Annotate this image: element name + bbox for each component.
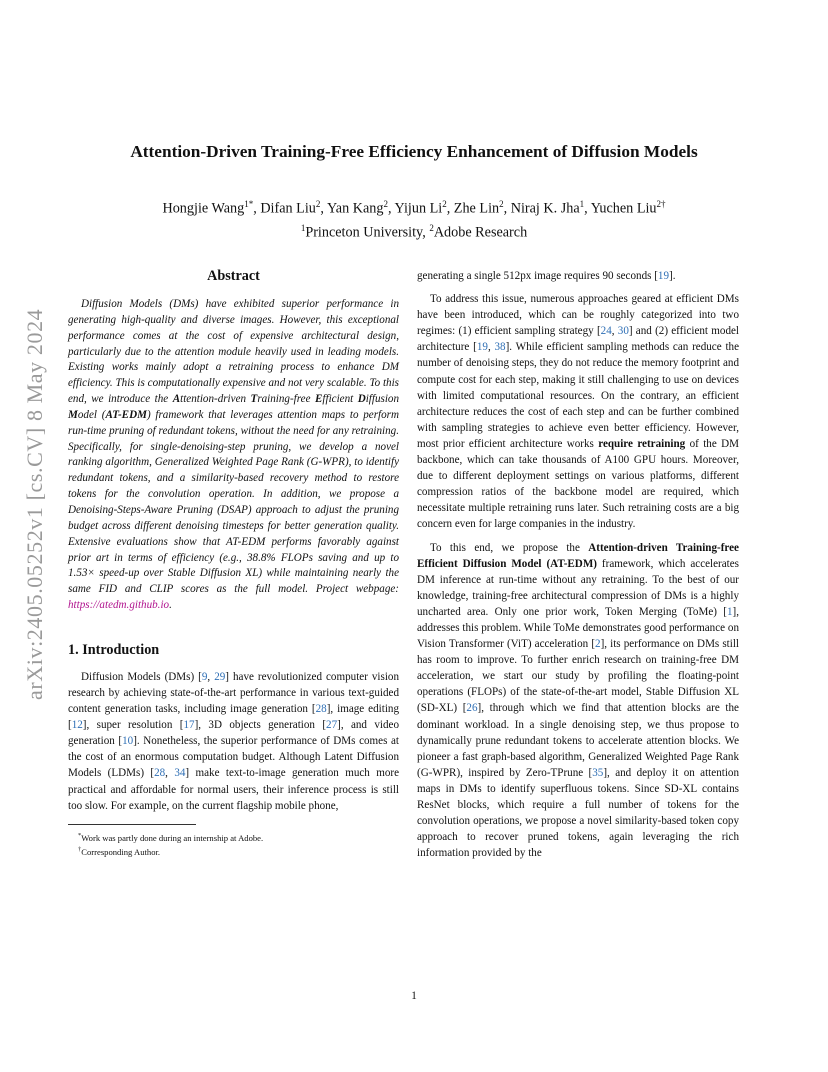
- authors-line: Hongjie Wang$^{1*}$, Difan Liu$^2$, Yan Kang$^2$, Yijun Li$^2$, Zhe Lin$^2$, Niraj K. Jha$^1$, Yuchen Liu$^{2\dagger}$: [162, 199, 666, 217]
- intro-heading: 1. Introduction: [68, 641, 160, 658]
- footnote-1: *Work was partly done during an internship at Adobe.: [78, 831, 264, 843]
- page-number: 1: [411, 990, 417, 1002]
- affiliations-line: $^1$Princeton University, $^2$Adobe Research: [300, 222, 528, 241]
- left-column: [68, 268, 399, 857]
- right-paragraph-1: To address this issue, numerous approaches geared at efficient DMs have been introduced, which can be roughly categorized into two regimes: (1) efficient sampling strategy [24, 30] and (2) efficient model architecture [19, 38]. While efficient sampling methods can reduce the number of denoising steps, they do not reduce the memory footprint and compute cost for each step, making it still challenging to use on devices with limited computational resources. On the contrary, an efficient architecture reduces the cost of each step and can be further combined with sampling strategies to achieve even better efficiency. However, most prior efficient architecture works require retraining of the DM backbone, which can take thousands of A100 GPU hours. Moreover, due to different deployment settings on various platforms, different compression ratios of the backbone model are required, which necessitate multiple retraining runs later. Such retraining costs are a big concern even for large companies in the industry.: [417, 293, 739, 531]
- arxiv-identifier: arXiv:2405.05252v1 [cs.CV] 8 May 2024: [22, 308, 47, 700]
- footnote-rule: [68, 824, 196, 825]
- abstract-body: Diffusion Models (DMs) have exhibited superior performance in generating high-quality and diverse images. However, this exceptional performance comes at the cost of expensive architectural design, particularly due to the attention module heavily used in leading models. Existing works mainly adopt a retraining process to enhance DM efficiency. This is computationally expensive and not very scalable. To this end, we introduce the Attention-driven Training-free Efficient Diffusion Model (AT-EDM) framework that leverages attention maps to perform run-time pruning of redundant tokens, without the need for any retraining. Specifically, for single-denoising-step pruning, we develop a novel ranking algorithm, Generalized Weighted Page Rank (G-WPR), to identify redundant tokens, and a similarity-based recovery method to restore tokens for the convolution operation. In addition, we propose a Denoising-Steps-Aware Pruning (DSAP) approach to adjust the pruning budget across different denoising timesteps for better generation quality. Extensive evaluations show that AT-EDM performs favorably against prior art in terms of efficiency (e.g., 38.8% FLOPs saving and up to 1.53× speed-up over Stable Diffusion XL) while maintaining nearly the same FID and CLIP scores as the full model. Project webpage: https://atedm.github.io.: [68, 298, 400, 612]
- author-block: [0, 195, 828, 242]
- footnote-2: †Corresponding Author.: [78, 845, 161, 857]
- right-paragraph-0: generating a single 512px image requires 90 seconds [19].: [417, 270, 676, 282]
- abstract-heading: Abstract: [207, 268, 260, 284]
- right-column: [417, 268, 739, 861]
- paper-title: Attention-Driven Training-Free Efficiency Enhancement of Diffusion Models: [130, 142, 698, 161]
- right-paragraph-2: To this end, we propose the Attention-driven Training-free Efficient Diffusion Model (AT-EDM) framework, which accelerates DM inference at run-time without any retraining. To the best of our knowledge, training-free architectural compression of DMs is a highly uncharted area. Only one prior work, Token Merging (ToMe) [1], addresses this problem. While ToMe demonstrates good performance on Vision Transformer (ViT) acceleration [2], its performance on DMs still has room to improve. To further enrich research on training-free DM acceleration, we start our study by profiling the floating-point operations (FLOPs) of the state-of-the-art model, Stable Diffusion XL (SD-XL) [26], through which we find that attention blocks are the dominant workload. In a single denoising step, we thus propose to dynamically prune redundant tokens to accelerate attention blocks. We pioneer a fast graph-based algorithm, Generalized Weighted Page Rank (G-WPR), inspired by Zero-TPrune [35], and deploy it on attention maps in DMs to identify superfluous tokens. Since SD-XL contains ResNet blocks, which require a full number of tokens for the convolution operations, we propose a novel similarity-based token copy approach to recover pruned tokens, again leveraging the rich information provided by the: [417, 541, 739, 860]
- intro-paragraph-1: Diffusion Models (DMs) [9, 29] have revolutionized computer vision research by achieving state-of-the-art performance in various text-guided content generation tasks, including image generation [28], image editing [12], super resolution [17], 3D objects generation [27], and video generation [10]. Nonetheless, the superior performance of DMs comes at the cost of an enormous computation budget. Although Latent Diffusion Models (LDMs) [28, 34] make text-to-image generation much more practical and affordable for normal users, their inference process is still too slow. For example, on the current flagship mobile phone,: [68, 670, 400, 812]
